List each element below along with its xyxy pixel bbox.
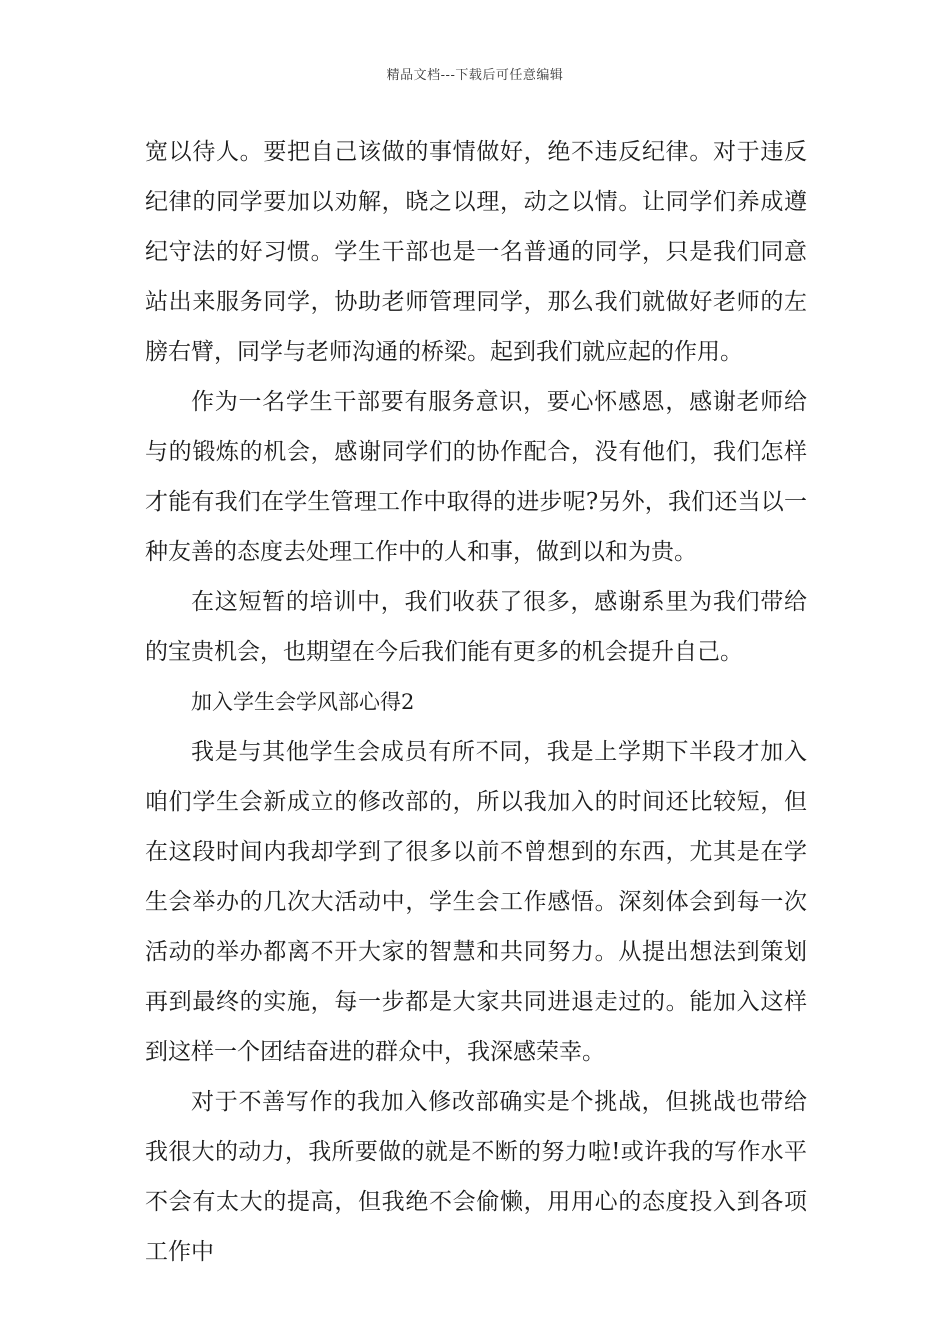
- document-body: [145, 127, 807, 1277]
- page-header: 精品文档---下载后可任意编辑: [386, 68, 564, 83]
- paragraph: 对于不善写作的我加入修改部确实是个挑战，但挑战也带给我很大的动力，我所要做的就是不断的努力啦!或许我的写作水平不会有太大的提高，但我绝不会偷懒，用用心的态度投入到各项工作中: [145, 1089, 807, 1265]
- paragraph: 在这短暂的培训中，我们收获了很多，感谢系里为我们带给的宝贵机会，也期望在今后我们能有更多的机会提升自己。: [145, 589, 807, 665]
- paragraph: 作为一名学生干部要有服务意识，要心怀感恩，感谢老师给与的锻炼的机会，感谢同学们的协作配合，没有他们，我们怎样才能有我们在学生管理工作中取得的进步呢?另外，我们还当以一种友善的态度去处理工作中的人和事，做到以和为贵。: [145, 389, 807, 565]
- paragraph-continuation: 宽以待人。要把自己该做的事情做好，绝不违反纪律。对于违反纪律的同学要加以劝解，晓之以理，动之以情。让同学们养成遵纪守法的好习惯。学生干部也是一名普通的同学，只是我们同意站出来服务同学，协助老师管理同学，那么我们就做好老师的左膀右臂，同学与老师沟通的桥梁。起到我们就应起的作用。: [145, 139, 807, 365]
- paragraph: 我是与其他学生会成员有所不同，我是上学期下半段才加入咱们学生会新成立的修改部的，所以我加入的时间还比较短，但在这段时间内我却学到了很多以前不曾想到的东西，尤其是在学生会举办的几次大活动中，学生会工作感悟。深刻体会到每一次活动的举办都离不开大家的智慧和共同努力。从提出想法到策划再到最终的实施，每一步都是大家共同进退走过的。能加入这样到这样一个团结奋进的群众中，我深感荣幸。: [145, 739, 807, 1065]
- section-heading: 加入学生会学风部心得2: [191, 690, 415, 714]
